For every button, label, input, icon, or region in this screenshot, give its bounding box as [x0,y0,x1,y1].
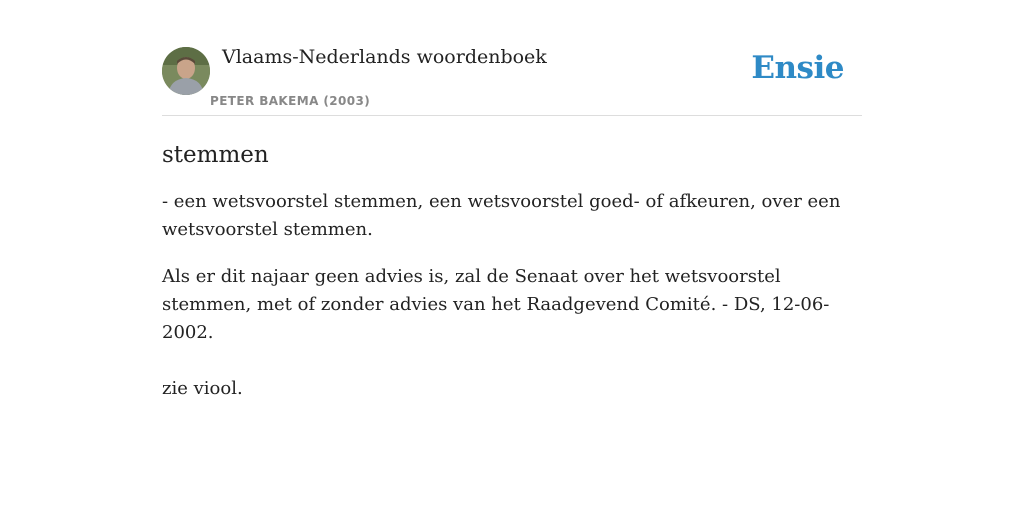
author-avatar-icon[interactable] [162,47,210,95]
page [162,0,862,422]
entry-headword: stemmen [162,142,269,168]
ensie-logo-link[interactable]: Ensie [751,50,844,86]
entry-definition: - een wetsvoorstel stemmen, een wetsvoorstel goed- of afkeuren, over een wetsvoorstel stemmen. [162,191,841,240]
entry-example: Als er dit najaar geen advies is, zal de Senaat over het wetsvoorstel stemmen, met of zonder advies van het Raadgevend Comité. - DS, 12-06-2002. [162,266,830,343]
person-photo-icon [162,47,210,95]
entry-body [162,188,862,403]
dictionary-author: PETER BAKEMA (2003) [210,94,371,108]
dictionary-title[interactable]: Vlaams-Nederlands woordenboek [222,46,547,68]
dictionary-header [162,0,862,116]
entry-see-also: zie viool. [162,378,243,399]
